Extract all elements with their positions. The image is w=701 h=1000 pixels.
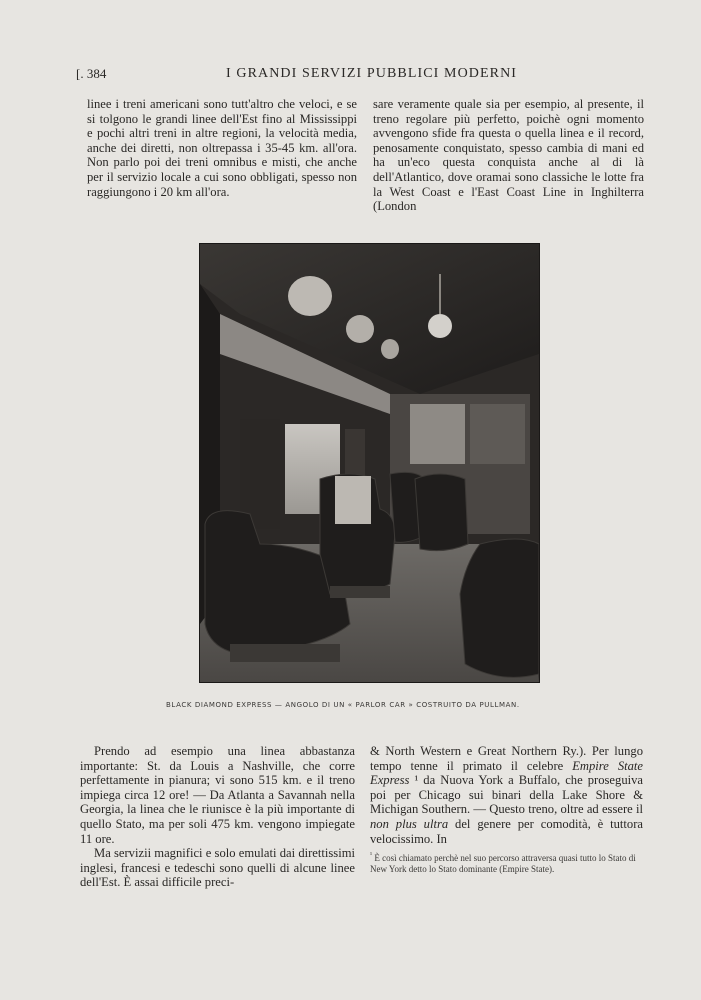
footnote-text: È così chiamato perchè nel suo percorso attraversa quasi tutto lo Stato di New York detto lo Stato dominante (Empire State). [370, 853, 636, 874]
paragraph [370, 744, 643, 846]
top-right-column [373, 97, 644, 214]
text-span: ¹ da Nuova York a Buffalo, che proseguiva poi per Chicago sui binari della Lake Shore & Michigan Southern. — Questo treno, oltre ad essere il [370, 773, 643, 817]
page-header [0, 66, 701, 84]
parlor-car-interior-illustration [200, 244, 539, 682]
paragraph: sare veramente quale sia per esempio, al presente, il treno regolare più perfetto, poichè ogni momento avvengono sfide fra questa o quella linea e il record, penosamente conquistato, spesso cambia di mani ed ha un'eco questa conquista anche al di là dell'Atlantico, dove oramai sono classiche le lotte fra la West Coast e l'East Coast Line in Inghilterra (London [373, 97, 644, 214]
paragraph: Prendo ad esempio una linea abbastanza importante: St. da Louis a Nashville, che corre perfettamente in pianura; vi sono 515 km. e il treno impiega circa 12 ore! — Da Atlanta a Savannah nella Georgia, la linea che le riunisce è la più importante di quello Stato, ma per soli 475 km. vengono impiegate 11 ore. [80, 744, 355, 846]
bottom-right-column [370, 744, 643, 846]
page-number: [. 384 [76, 66, 107, 81]
paragraph: Ma servizii magnifici e solo emulati dai direttissimi inglesi, francesi e tedeschi sono quelli di alcune linee dell'Est. È assai difficile preci- [80, 846, 355, 890]
running-title: I GRANDI SERVIZI PUBBLICI MODERNI [226, 66, 518, 81]
footnote-mark: ¹ [370, 851, 373, 859]
text-span: del genere per comodità, è tuttora velocissimo. In [370, 816, 643, 846]
parlor-car-photograph [199, 243, 540, 683]
text-span: & North Western e Great Northern Ry.). Per lungo tempo tenne il primato il celebre [370, 744, 643, 773]
paragraph: linee i treni americani sono tutt'altro che veloci, e se si tolgono le grandi linee dell'Est fino al Mississippi e pochi altri treni in altre regioni, la velocità media, anche dei diretti, non oltrepassa i 35-45 km. all'ora. Non parlo poi dei treni omnibus e misti, che anche per il servizio locale a cui sono obbligati, spesso non raggiungono i 20 km all'ora. [87, 97, 357, 199]
bottom-left-column [80, 744, 355, 890]
train-name: Empire State Express [370, 758, 643, 788]
top-left-column [87, 97, 357, 199]
latin-phrase: non plus ultra [370, 816, 449, 831]
photo-caption: BLACK DIAMOND EXPRESS — ANGOLO DI UN « PARLOR CAR » COSTRUITO DA PULLMAN. [166, 701, 520, 709]
footnote [370, 850, 643, 874]
